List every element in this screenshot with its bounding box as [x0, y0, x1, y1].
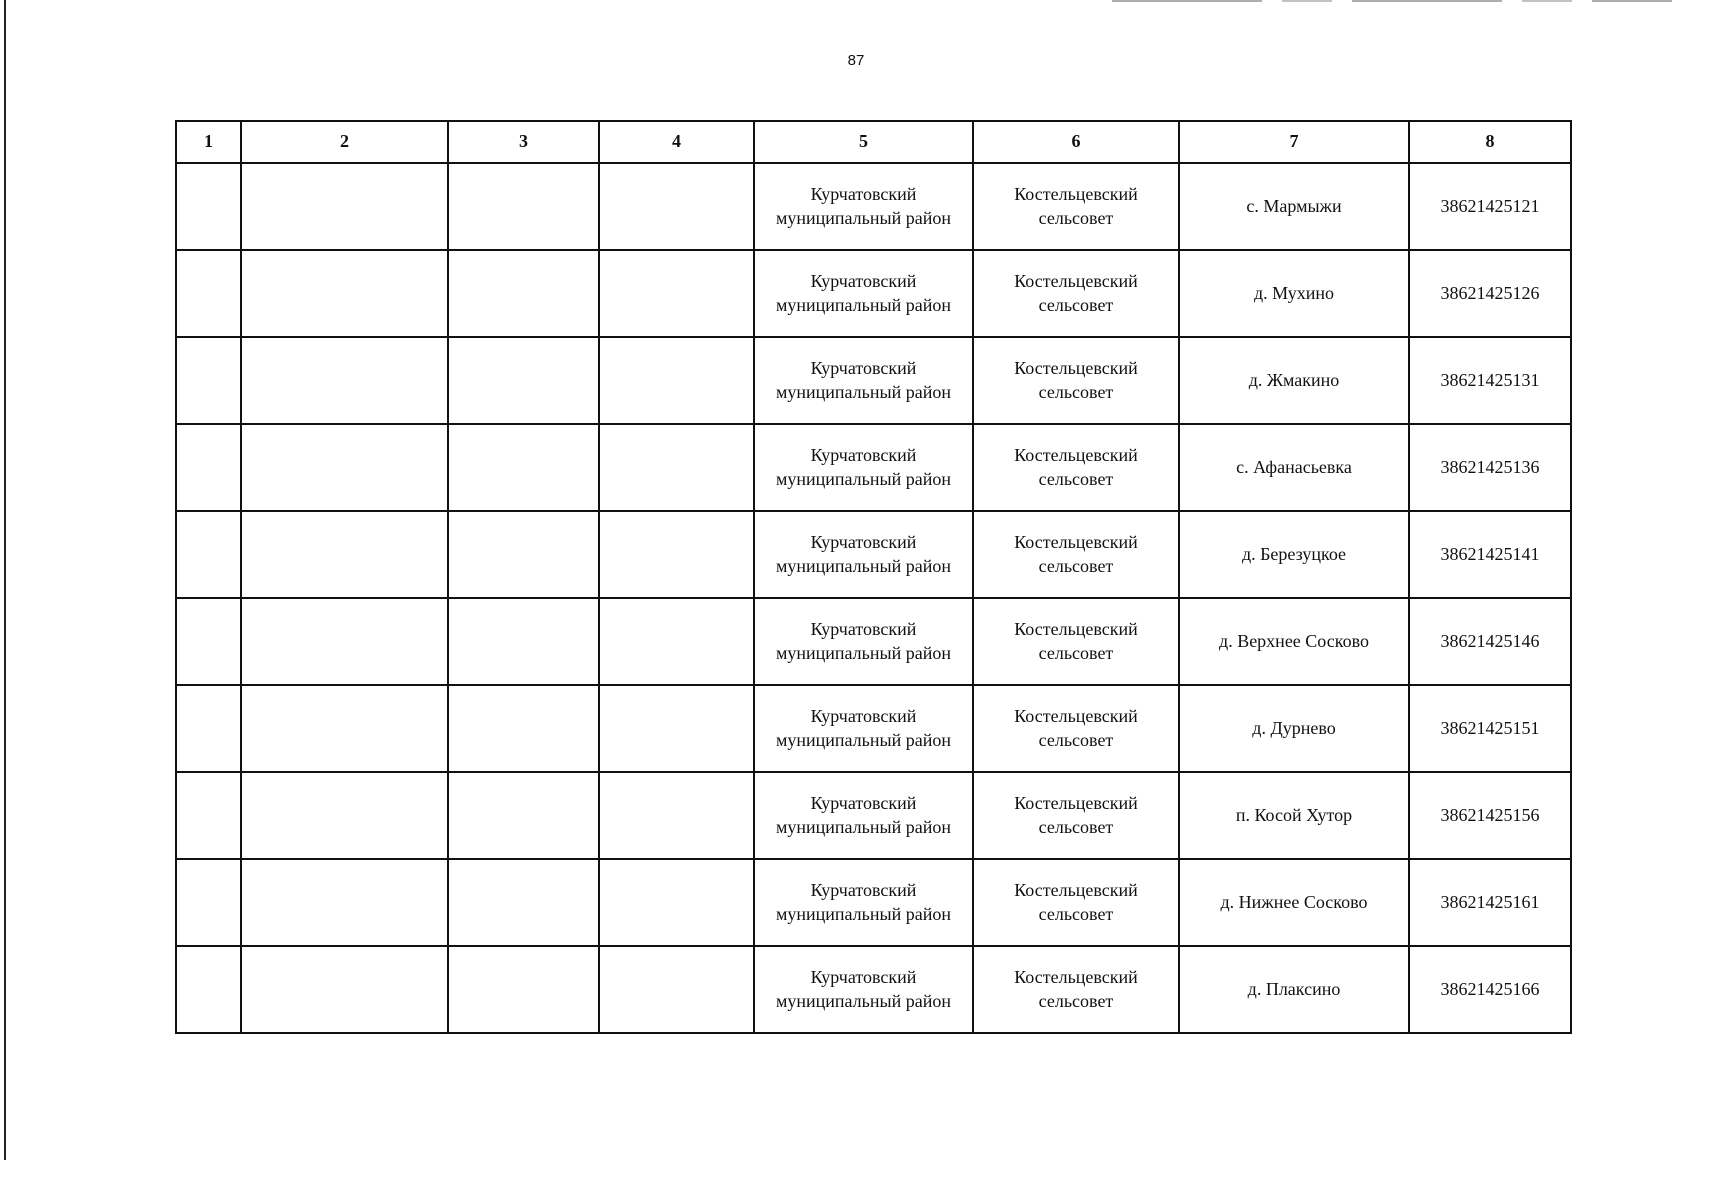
- cell-col2: [241, 859, 448, 946]
- cell-district: Курчатовский муниципальный район: [754, 163, 973, 250]
- cell-settlement: д. Верхнее Сосково: [1179, 598, 1409, 685]
- settlement-table: [175, 120, 1572, 1034]
- cell-council: Костельцевский сельсовет: [973, 511, 1179, 598]
- cell-col4: [599, 946, 754, 1033]
- cell-col3: [448, 511, 599, 598]
- cell-col1: [176, 337, 241, 424]
- cell-col4: [599, 511, 754, 598]
- cell-col2: [241, 337, 448, 424]
- cell-council: Костельцевский сельсовет: [973, 337, 1179, 424]
- cell-col3: [448, 424, 599, 511]
- cell-district: Курчатовский муниципальный район: [754, 424, 973, 511]
- cell-col4: [599, 337, 754, 424]
- cell-code: 38621425161: [1409, 859, 1571, 946]
- table-row: [176, 946, 1571, 1033]
- cell-district: Курчатовский муниципальный район: [754, 511, 973, 598]
- cell-col3: [448, 250, 599, 337]
- cell-settlement: д. Плаксино: [1179, 946, 1409, 1033]
- cell-council: Костельцевский сельсовет: [973, 163, 1179, 250]
- scan-top-marks: [1112, 0, 1672, 2]
- cell-col2: [241, 946, 448, 1033]
- cell-col4: [599, 772, 754, 859]
- cell-code: 38621425126: [1409, 250, 1571, 337]
- cell-col4: [599, 163, 754, 250]
- cell-settlement: п. Косой Хутор: [1179, 772, 1409, 859]
- column-header-5: 5: [754, 121, 973, 163]
- table-row: [176, 337, 1571, 424]
- cell-col1: [176, 163, 241, 250]
- table-row: [176, 511, 1571, 598]
- table-header-row: [176, 121, 1571, 163]
- cell-col3: [448, 859, 599, 946]
- scan-left-edge: [4, 0, 6, 1160]
- cell-council: Костельцевский сельсовет: [973, 946, 1179, 1033]
- cell-col3: [448, 946, 599, 1033]
- cell-col2: [241, 598, 448, 685]
- table-row: [176, 859, 1571, 946]
- cell-col3: [448, 163, 599, 250]
- cell-col1: [176, 598, 241, 685]
- cell-col1: [176, 511, 241, 598]
- cell-col1: [176, 859, 241, 946]
- column-header-8: 8: [1409, 121, 1571, 163]
- cell-col4: [599, 859, 754, 946]
- cell-settlement: д. Березуцкое: [1179, 511, 1409, 598]
- cell-col2: [241, 163, 448, 250]
- cell-settlement: с. Афанасьевка: [1179, 424, 1409, 511]
- cell-code: 38621425121: [1409, 163, 1571, 250]
- cell-settlement: д. Нижнее Сосково: [1179, 859, 1409, 946]
- cell-col3: [448, 598, 599, 685]
- cell-col4: [599, 250, 754, 337]
- cell-district: Курчатовский муниципальный район: [754, 685, 973, 772]
- cell-col2: [241, 424, 448, 511]
- page-number: 87: [847, 52, 865, 69]
- cell-code: 38621425151: [1409, 685, 1571, 772]
- column-header-2: 2: [241, 121, 448, 163]
- column-header-1: 1: [176, 121, 241, 163]
- cell-col2: [241, 511, 448, 598]
- cell-settlement: д. Жмакино: [1179, 337, 1409, 424]
- cell-col3: [448, 685, 599, 772]
- cell-district: Курчатовский муниципальный район: [754, 250, 973, 337]
- table-row: [176, 424, 1571, 511]
- cell-col4: [599, 685, 754, 772]
- cell-col4: [599, 598, 754, 685]
- cell-council: Костельцевский сельсовет: [973, 250, 1179, 337]
- cell-col1: [176, 685, 241, 772]
- column-header-3: 3: [448, 121, 599, 163]
- cell-col1: [176, 250, 241, 337]
- cell-code: 38621425131: [1409, 337, 1571, 424]
- cell-council: Костельцевский сельсовет: [973, 859, 1179, 946]
- cell-council: Костельцевский сельсовет: [973, 424, 1179, 511]
- table-row: [176, 772, 1571, 859]
- cell-district: Курчатовский муниципальный район: [754, 946, 973, 1033]
- cell-col3: [448, 337, 599, 424]
- table-row: [176, 685, 1571, 772]
- cell-code: 38621425146: [1409, 598, 1571, 685]
- cell-settlement: д. Мухино: [1179, 250, 1409, 337]
- cell-settlement: д. Дурнево: [1179, 685, 1409, 772]
- cell-district: Курчатовский муниципальный район: [754, 337, 973, 424]
- cell-code: 38621425141: [1409, 511, 1571, 598]
- column-header-7: 7: [1179, 121, 1409, 163]
- cell-code: 38621425136: [1409, 424, 1571, 511]
- cell-code: 38621425156: [1409, 772, 1571, 859]
- cell-district: Курчатовский муниципальный район: [754, 598, 973, 685]
- table-row: [176, 163, 1571, 250]
- cell-col3: [448, 772, 599, 859]
- cell-col1: [176, 946, 241, 1033]
- cell-council: Костельцевский сельсовет: [973, 772, 1179, 859]
- column-header-4: 4: [599, 121, 754, 163]
- cell-col1: [176, 772, 241, 859]
- table-row: [176, 598, 1571, 685]
- table-row: [176, 250, 1571, 337]
- cell-col2: [241, 772, 448, 859]
- cell-col4: [599, 424, 754, 511]
- cell-council: Костельцевский сельсовет: [973, 598, 1179, 685]
- cell-col2: [241, 685, 448, 772]
- cell-settlement: с. Мармыжи: [1179, 163, 1409, 250]
- column-header-6: 6: [973, 121, 1179, 163]
- cell-col1: [176, 424, 241, 511]
- cell-district: Курчатовский муниципальный район: [754, 859, 973, 946]
- cell-col2: [241, 250, 448, 337]
- cell-district: Курчатовский муниципальный район: [754, 772, 973, 859]
- cell-council: Костельцевский сельсовет: [973, 685, 1179, 772]
- cell-code: 38621425166: [1409, 946, 1571, 1033]
